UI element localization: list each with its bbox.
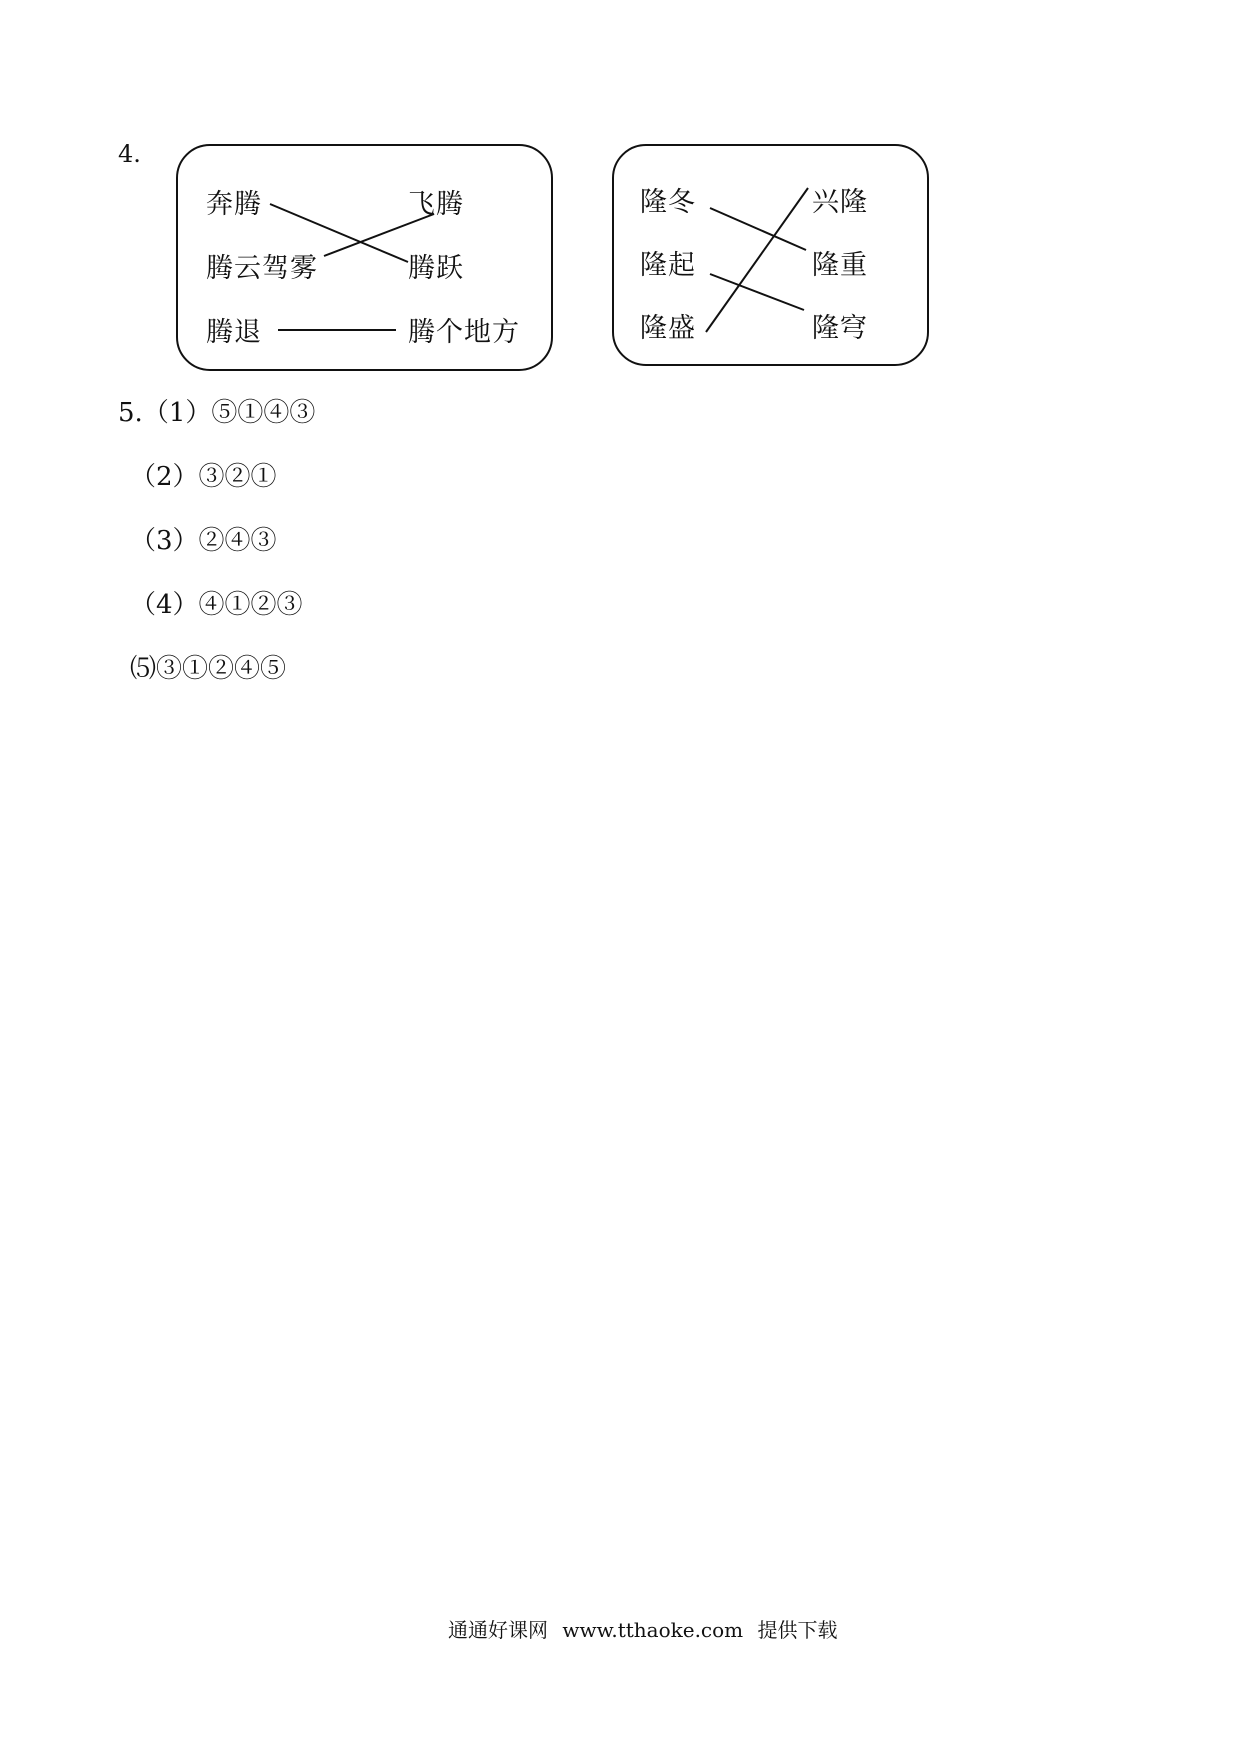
word-left-3: 腾退 <box>206 317 262 348</box>
word-right-3: 腾个地方 <box>408 317 520 348</box>
answer-label: （2） <box>130 462 199 492</box>
word-right-2: 隆重 <box>812 250 868 281</box>
question-5-line-5 <box>130 648 286 685</box>
answer-value: ②④③ <box>198 526 277 556</box>
word-left-1: 隆冬 <box>640 187 696 218</box>
answer-value: ④①②③ <box>198 590 303 620</box>
match-line-longsheng-xinglong <box>706 188 808 332</box>
word-left-1: 奔腾 <box>206 189 262 220</box>
footer-url: www.tthaoke.com <box>562 1618 744 1642</box>
question-5-line-2 <box>130 456 277 493</box>
answer-value: ③②① <box>198 462 277 492</box>
footer-suffix: 提供下载 <box>757 1618 838 1642</box>
word-right-1: 飞腾 <box>408 189 464 220</box>
matching-box-teng <box>176 144 553 371</box>
page-footer <box>448 1614 838 1643</box>
matching-box-long <box>612 144 929 366</box>
word-right-2: 腾跃 <box>408 253 464 284</box>
word-left-2: 隆起 <box>640 250 696 281</box>
match-line-longdong-longzhong <box>710 208 806 250</box>
word-right-3: 隆穹 <box>812 313 868 344</box>
match-line-longqi-longqiong <box>710 274 804 310</box>
question-5-line-4 <box>130 584 303 621</box>
word-right-1: 兴隆 <box>812 187 868 218</box>
answer-value: ⑤①④③ <box>211 398 316 428</box>
question-5-line-1 <box>118 392 315 429</box>
answer-label: （4） <box>130 590 199 620</box>
footer-site-name: 通通好课网 <box>448 1618 548 1642</box>
word-left-2: 腾云驾雾 <box>206 253 318 284</box>
answer-label: ⑸ <box>130 654 157 684</box>
answer-value: ③①②④⑤ <box>156 654 287 684</box>
question-5-number: 5. <box>118 398 143 428</box>
answer-label: （1） <box>142 398 212 428</box>
answer-label: （3） <box>130 526 199 556</box>
question-4-number: 4. <box>118 140 141 168</box>
word-left-3: 隆盛 <box>640 313 696 344</box>
question-5-line-3 <box>130 520 277 557</box>
